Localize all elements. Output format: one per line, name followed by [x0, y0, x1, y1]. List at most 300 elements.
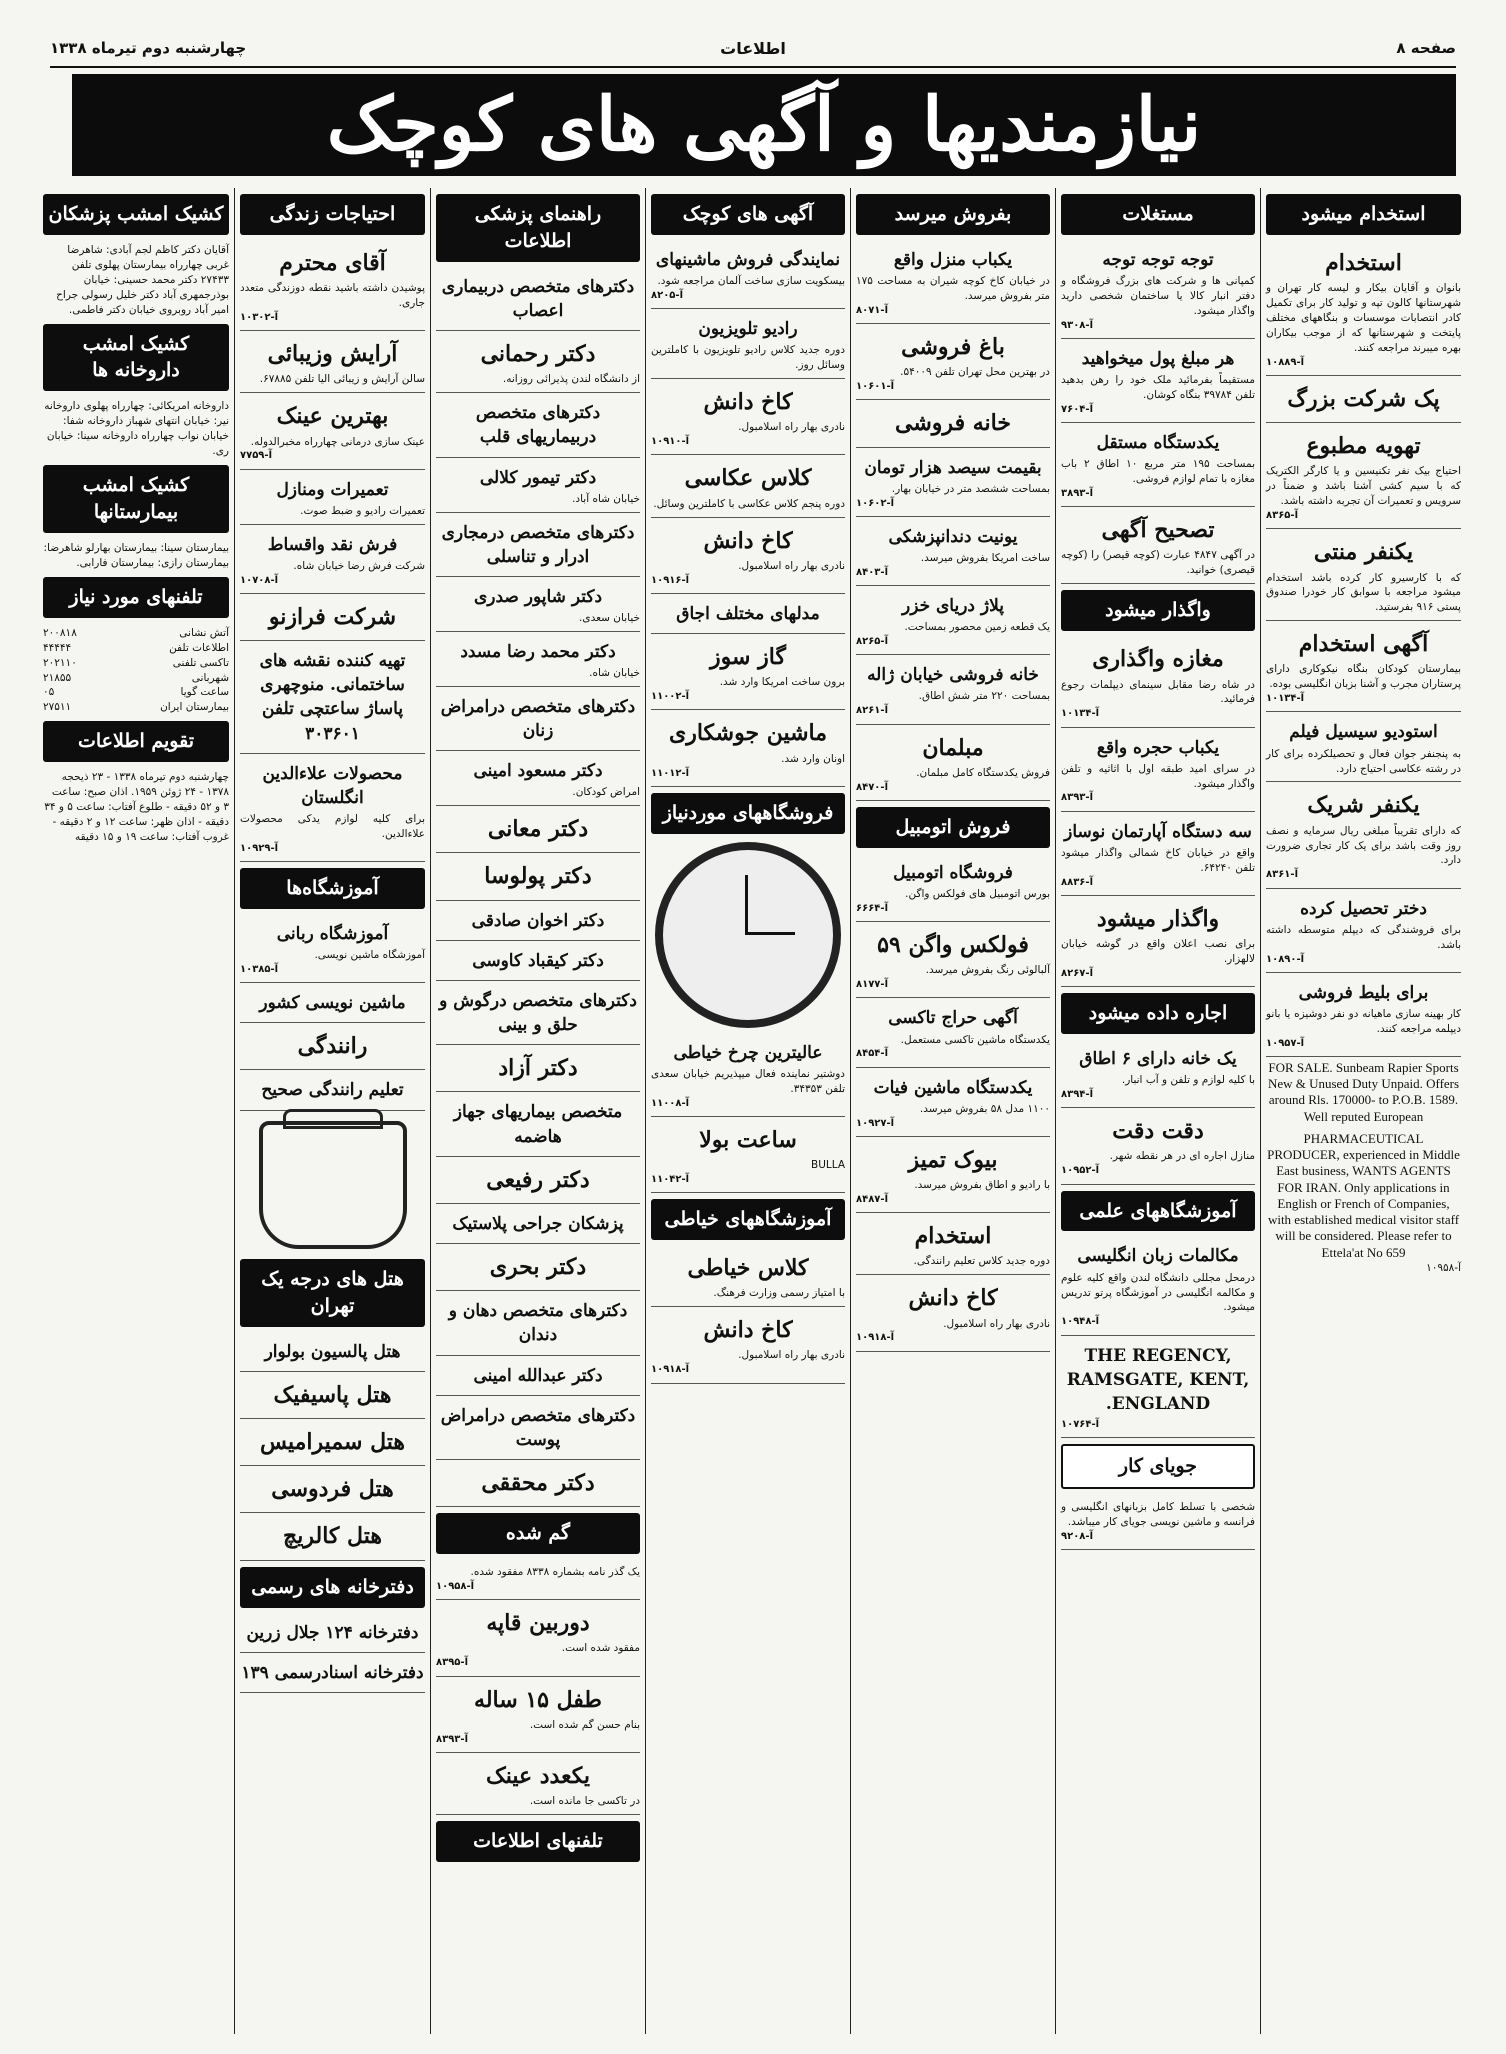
- ad-heading: بهترین عینک: [276, 403, 389, 430]
- classified-ad: [240, 1335, 425, 1372]
- on-call-hospitals-text: بیمارستان سینا: بیمارستان بهارلو شاهرضا: بیمارستان رازی: بیمارستان فارابی.: [43, 542, 229, 569]
- paper-name: اطلاعات: [720, 38, 786, 58]
- classified-ad: [856, 658, 1050, 724]
- classified-ad: [436, 1463, 640, 1507]
- ad-heading: خانه فروشی خیابان ژاله: [867, 665, 1039, 686]
- ad-heading: نمایندگی فروش ماشینهای: [655, 249, 841, 270]
- ad-body: امراض کودکان.: [572, 786, 640, 799]
- classified-ad: [436, 1160, 640, 1204]
- section-header: آموزشگاههای علمی: [1061, 1191, 1255, 1232]
- phone-number: ۲۰۰۸۱۸: [43, 626, 77, 639]
- ad-code: آ-۱۱۰۰۸: [651, 1097, 690, 1109]
- ad-heading: تعمیرات ومنازل: [276, 479, 389, 500]
- ad-code: آ-۱۰۹۱۰: [651, 436, 690, 448]
- ad-heading: پلاژ دریای خزر: [901, 596, 1005, 617]
- classified-ad: [436, 1680, 640, 1753]
- section-header: فروش اتومبیل: [856, 807, 1050, 848]
- ad-code: آ-۸۱۷۷: [856, 979, 888, 991]
- ad-code: آ-۱۰۳۸۵: [240, 963, 279, 975]
- ad-body: نادری بهار راه اسلامبول.: [943, 1317, 1050, 1330]
- ad-heading: دکتر شاپور صدری: [473, 586, 603, 607]
- ad-heading: شرکت فرازنو: [268, 603, 397, 630]
- ad-code: آ-۱۰۷۰۸: [240, 574, 279, 586]
- ad-heading: دکترهای متخصص درگوش و حلق و بینی: [439, 990, 637, 1036]
- classified-ad: [856, 243, 1050, 324]
- classified-ad: [436, 1756, 640, 1815]
- ad-heading: یکباب حجره واقع: [1096, 737, 1220, 758]
- ad-body: با امتیاز رسمی وزارت فرهنگ.: [713, 1287, 845, 1300]
- ad-heading: استودیو سیسیل فیلم: [1289, 722, 1438, 743]
- phone-number: ۲۷۵۱۱: [43, 701, 72, 714]
- ad-code: آ-۱۰۱۳۴: [1061, 708, 1100, 720]
- classified-ad: [436, 396, 640, 457]
- ad-body: بمساحت ۲۲۰ متر شش اطاق.: [918, 690, 1050, 703]
- classified-ad: [240, 917, 425, 983]
- ad-heading: یکنفر شریک: [1307, 792, 1420, 819]
- section-header: فروشگاههای موردنیاز: [651, 793, 845, 834]
- ad-heading: مکالمات زبان انگلیسی: [1077, 1246, 1239, 1267]
- classified-ad: [436, 1399, 640, 1460]
- ad-heading: آگهی حراج تاکسی: [888, 1008, 1018, 1029]
- ad-body: پوشیدن داشته باشید نقطه دوزندگی متعدد جاری.: [240, 282, 425, 310]
- classified-ad: [240, 1026, 425, 1070]
- classified-ad: [651, 521, 845, 594]
- ad-code: آ-۱۰۹۱۸: [856, 1332, 895, 1344]
- page-number: صفحه ۸: [1396, 39, 1456, 57]
- ad-heading: یکدستگاه مستقل: [1096, 433, 1220, 454]
- ad-heading: یکعدد عینک: [486, 1762, 590, 1789]
- ad-body: دوره جدید کلاس تعلیم رانندگی.: [913, 1255, 1050, 1268]
- ad-heading: تعلیم رانندگی صحیح: [261, 1080, 404, 1101]
- ad-body: آموزشگاه ماشین نویسی.: [314, 949, 425, 961]
- column-on-call: [38, 188, 234, 2034]
- ad-heading: برای بلیط فروشی: [1298, 982, 1429, 1003]
- ad-code: آ-۱۰۹۵۸: [436, 1580, 475, 1592]
- classified-ad: [1061, 1497, 1255, 1550]
- ad-heading: توجه توجه توجه: [1102, 249, 1214, 270]
- ad-heading: دفترخانه اسنادرسمی ۱۳۹: [241, 1662, 424, 1683]
- phone-label: ساعت گویا: [180, 686, 229, 699]
- ad-heading: پک شرکت بزرگ: [1287, 385, 1440, 412]
- classified-ad: [651, 382, 845, 455]
- classified-ad: [240, 1616, 425, 1653]
- ad-body: از دانشگاه لندن پذیرائی روزانه.: [502, 373, 640, 386]
- ad-body: شرکت فرش رضا خیابان شاه.: [293, 559, 425, 572]
- ad-code: آ-۸۳۶۱: [1266, 869, 1298, 881]
- section-header: راهنمای پزشکی اطلاعات: [436, 194, 640, 262]
- ad-heading: هتل پالسیون بولوار: [264, 1341, 401, 1362]
- classified-ad: [436, 270, 640, 331]
- ad-heading: کلاس عکاسی: [684, 465, 812, 492]
- classified-ad: [651, 1120, 845, 1193]
- classified-ad: [436, 944, 640, 981]
- phone-row: [43, 685, 229, 700]
- section-header: دفترخانه های رسمی: [240, 1567, 425, 1608]
- ad-heading: سه دستگاه آپارتمان نوساز: [1064, 821, 1252, 842]
- ad-code: آ-۸۴۵۴: [856, 1048, 888, 1060]
- ad-body: منازل اجاره ای در هر نقطه شهر.: [1109, 1150, 1255, 1163]
- classified-ad: [856, 1001, 1050, 1067]
- ad-heading: یکباب منزل واقع: [893, 249, 1013, 270]
- ad-heading: دوربین قاپه: [486, 1610, 590, 1637]
- classified-ad: [1061, 426, 1255, 507]
- page-header: [50, 30, 1456, 68]
- classified-ad: [1061, 1339, 1255, 1439]
- ad-heading: دکترهای متخصص درامراض زنان: [440, 696, 636, 742]
- ad-body: نادری بهار راه اسلامبول.: [738, 559, 845, 572]
- classified-ad: [436, 1247, 640, 1291]
- classified-ad: [651, 713, 845, 786]
- ad-code: آ-۱۱۰۴۲: [651, 1173, 690, 1185]
- ad-heading: دکترهای متخصص دربیماری اعصاب: [441, 276, 635, 322]
- section-header: کشیک امشب داروخانه ها: [43, 324, 229, 392]
- ad-code: آ-۱۰۳۰۲: [240, 312, 279, 324]
- classified-ad: [856, 520, 1050, 586]
- classified-ad: [1266, 426, 1461, 529]
- classified-ad: [436, 1294, 640, 1355]
- ad-code: آ-۱۰۹۱۸: [651, 1364, 690, 1376]
- classified-ad: [651, 1310, 845, 1383]
- ad-body: به پنجنفر جوان فعال و تحصیلکرده برای کار در رشته عکاسی احتیاج دارد.: [1266, 747, 1461, 775]
- ad-code: آ-۱۰۸۸۹: [1266, 356, 1305, 368]
- english-ad-pharma: PHARMACEUTICAL PRODUCER, experienced in Middle East business, WANTS AGENTS FOR IRAN. Only applications in English or French of Companies, with established medical visitor staff will be considered. Please refer to Ettela'at No 659: [1267, 1130, 1460, 1260]
- ad-heading: استخدام: [1325, 249, 1402, 276]
- ad-code: آ-۸۸۳۶: [1061, 876, 1093, 888]
- ad-heading: محصولات علاءالدین انگلستان: [262, 763, 403, 808]
- ad-body: فروش یکدستگاه کامل مبلمان.: [916, 766, 1050, 779]
- on-call-doctors-text: آقایان دکتر کاظم لجم آبادی: شاهرضا غربی چهارراه بیمارستان پهلوی تلفن ۲۷۴۳۳ دکتر محمد حسینی: خیابان بوذرجمهری آباد دکتر خلیل رسولی جراح امیر آباد روبروی خیابان دکتر فاطمی.: [56, 243, 229, 316]
- classified-ad: [651, 458, 845, 517]
- ad-heading: دکتر آزاد: [498, 1055, 578, 1082]
- ad-body: در سرای امید طبقه اول با اثاثیه و تلفن واگذار میشود.: [1061, 762, 1255, 790]
- ad-heading: دکترهای متخصص درامراض پوست: [440, 1405, 636, 1450]
- column-small-ads: [645, 188, 850, 2034]
- ad-code: آ-۱۰۹۱۶: [651, 574, 690, 586]
- classified-ad: [240, 1469, 425, 1513]
- ad-code: آ-۸۲۶۵: [856, 636, 888, 648]
- column-life-needs: [234, 188, 430, 2034]
- ad-code: آ-۸۳۶۵: [1266, 510, 1298, 522]
- ad-heading: مغازه واگذاری: [1092, 646, 1224, 673]
- ad-heading: متخصص بیماریهای جهاز هاضمه: [453, 1102, 623, 1147]
- ad-body: بنام حسن گم شده است.: [529, 1718, 640, 1731]
- column-for-sale: [850, 188, 1055, 2034]
- ad-heading: تصحیح آگهی: [1101, 517, 1215, 544]
- classified-ad: [856, 403, 1050, 447]
- classified-ad: [436, 334, 640, 393]
- ad-body: بورس اتومبیل های فولکس واگن.: [905, 887, 1050, 900]
- ad-heading: دکتر تیمور کلالی: [479, 467, 597, 488]
- ad-heading: هتل پاسیفیک: [273, 1381, 392, 1408]
- ad-code: آ-۶۶۶۴: [856, 902, 888, 914]
- ad-heading: دکتر کیقباد کاوسی: [472, 950, 604, 971]
- ad-heading: یکنفر منتی: [1313, 539, 1414, 566]
- ad-heading: کاخ دانش: [703, 527, 793, 554]
- ad-body: بمساحت ۱۹۵ متر مربع ۱۰ اطاق ۲ باب مغازه با تمام لوازم فروشی.: [1061, 458, 1255, 486]
- ad-code: آ-۱۰۹۴۸: [1061, 1316, 1100, 1328]
- classified-ad: [436, 856, 640, 900]
- ad-body: کمپانی ها و شرکت های بزرگ فروشگاه و دفتر انبار کالا یا ساختمان شخصی دارید واگذار میشود.: [1061, 275, 1255, 317]
- classified-ad: [1266, 624, 1461, 712]
- classified-ad: [436, 904, 640, 941]
- ad-body: مستقیماً بفرمائید ملک خود را رهن بدهید تلفن ۳۹۷۸۴ بنگاه کوشان.: [1061, 374, 1255, 402]
- ad-heading: آقای محترم: [279, 249, 386, 276]
- ad-body: عینک سازی درمانی چهارراه مخبرالدوله.: [250, 435, 425, 448]
- ad-body: خیابان شاه.: [589, 667, 640, 680]
- ad-heading: طفل ۱۵ ساله: [474, 1686, 602, 1713]
- ad-heading: تهویه مطبوع: [1306, 433, 1421, 460]
- phone-number: ۴۴۴۴۴: [43, 641, 72, 654]
- classified-ad: [856, 589, 1050, 655]
- phone-label: شهربانی: [191, 671, 229, 684]
- ad-body: با کلیه لوازم و تلفن و آب انبار.: [1121, 1074, 1255, 1087]
- phone-row: [43, 656, 229, 671]
- ad-heading: رانندگی: [297, 1033, 368, 1060]
- classified-ad: [1061, 731, 1255, 812]
- ad-code: آ-۸۳۹۳: [436, 1733, 468, 1745]
- ad-code: آ-۷۶۰۴: [1061, 403, 1093, 415]
- classified-ad: [436, 1359, 640, 1396]
- classified-ad: [240, 528, 425, 594]
- ad-heading: دکتر عبدالله امینی: [473, 1365, 603, 1386]
- ad-heading: دقت دقت: [1112, 1118, 1204, 1145]
- classified-ad: [651, 597, 845, 634]
- classified-ad: [651, 637, 845, 710]
- ad-heading: ماشین جوشکاری: [668, 720, 828, 747]
- classified-ad: [240, 243, 425, 331]
- ad-body: خیابان شاه آباد.: [572, 492, 640, 505]
- english-ad-sale: FOR SALE. Sunbeam Rapier Sports New & Unused Duty Unpaid. Offers around Rls. 170000- to P.O.B. 1589. Well reputed European: [1267, 1059, 1460, 1124]
- ad-body: دوره پنجم کلاس عکاسی با کاملترین وسائل.: [653, 497, 845, 510]
- ad-heading: رادیو تلویزیون: [698, 319, 798, 340]
- ad-code: آ-۱۰۹۲۹: [240, 842, 279, 854]
- classified-ad: [436, 1207, 640, 1244]
- classified-ad: [240, 1375, 425, 1419]
- ad-heading: بیوک تمیز: [908, 1146, 998, 1173]
- section-header: تلفنهای اطلاعات: [436, 1821, 640, 1862]
- ad-code: آ-۱۰۹۵۷: [1266, 1037, 1305, 1049]
- ad-heading: دفترخانه ۱۲۴ جلال زرین: [246, 1622, 419, 1643]
- column-employment: [1260, 188, 1466, 2034]
- classified-ad: [1061, 899, 1255, 987]
- ad-heading: مبلمان: [922, 734, 984, 761]
- ad-body: واقع در خیابان کاخ شمالی واگذار میشود تلفن ۶۴۲۴۰.: [1061, 846, 1255, 874]
- ad-code: آ-۳۸۹۳: [1061, 488, 1093, 500]
- classified-ad: [240, 986, 425, 1023]
- ad-body: آلبالوئی رنگ بفروش میرسد.: [925, 964, 1050, 977]
- ad-code: آ-۸۳۹۵: [436, 1657, 468, 1669]
- section-header: جویای کار: [1061, 1444, 1255, 1489]
- ad-body: که دارای تقریباً مبلغی ریال سرمایه و نصف روز وقت باشد برای یک کار تجاری ضرورت دارد.: [1266, 824, 1461, 867]
- classified-ad: [856, 327, 1050, 400]
- ad-body: برای کلیه لوازم یدکی محصولات علاءالدین.: [240, 812, 425, 840]
- ad-heading: بقیمت سیصد هزار تومان: [864, 457, 1042, 478]
- section-header: گم شده: [436, 1513, 640, 1554]
- classified-ad: [856, 451, 1050, 517]
- phone-label: اطلاعات تلفن: [169, 641, 229, 654]
- ad-code: آ-۸۴۷۰: [856, 781, 888, 793]
- phone-number: ۲۱۸۵۵: [43, 671, 72, 684]
- classified-ad: [1061, 639, 1255, 727]
- ad-code: آ-۹۳۰۸: [1061, 319, 1093, 331]
- ad-body: برای فروشندگی که دیپلم متوسطه داشته باشد.: [1266, 923, 1461, 951]
- classified-ad: [1061, 1239, 1255, 1335]
- classified-ad: [240, 473, 425, 525]
- ad-code: آ-۸۳۹۴: [1061, 1088, 1093, 1100]
- ad-body: در شاه رضا مقابل سینمای دیپلمات رجوع فرمائید.: [1061, 678, 1255, 706]
- phone-row: [43, 626, 229, 641]
- phone-label: بیمارستان ایران: [160, 701, 229, 714]
- ad-heading: فروشگاه اتومبیل: [893, 862, 1013, 883]
- classified-ad: [1061, 1042, 1255, 1108]
- watch-illustration: [655, 842, 841, 1028]
- ad-heading: هتل کالریچ: [283, 1523, 382, 1550]
- ad-body: یکدستگاه ماشین تاکسی مستعمل.: [900, 1033, 1050, 1046]
- ad-heading: یک خانه دارای ۶ اطاق: [1079, 1048, 1237, 1069]
- ad-body: در خیابان کاخ کوچه شیران به مساحت ۱۷۵ متر بفروش میرسد.: [856, 275, 1050, 302]
- ad-code: آ-۱۰۹۲۷: [856, 1117, 895, 1129]
- section-header: بفروش میرسد: [856, 194, 1050, 235]
- ad-code: آ-۱۰۷۶۴: [1061, 1418, 1100, 1430]
- section-header: کشیک امشب پزشکان: [43, 194, 229, 235]
- phone-row: [43, 700, 229, 715]
- ad-code: آ-۱۰۸۹۰: [1266, 953, 1305, 965]
- ad-heading: دکتر پولوسا: [484, 863, 592, 890]
- section-header: هتل های درجه یک تهران: [240, 1259, 425, 1327]
- ad-heading: واگذار میشود: [1096, 905, 1220, 932]
- ad-heading: دکتر رفیعی: [486, 1166, 590, 1193]
- ad-heading: تهیه کننده نقشه های ساختمانی. منوچهری پاساژ ساعتچی تلفن ۳۰۳۶۰۱: [259, 651, 406, 744]
- classified-ad: [436, 516, 640, 577]
- ad-body: احتیاج بیک نفر تکنیسین و یا کارگر الکتریک که با سیم کشی آشنا باشد و ضمناً در سرویس و تعمیرات آن تجربه داشته باشد.: [1266, 465, 1461, 508]
- section-header: تقویم اطلاعات: [43, 721, 229, 762]
- ad-heading: دکتر معانی: [487, 816, 589, 843]
- ad-heading: فولکس واگن ۵۹: [877, 932, 1029, 959]
- ad-body: مفقود شده است.: [561, 1642, 640, 1655]
- ad-body: یک قطعه زمین محصور بمساحت.: [904, 621, 1050, 634]
- section-header: آموزشگاههای خیاطی: [651, 1199, 845, 1240]
- ad-body: برای نصب اعلان واقع در گوشه خیابان لالهزار.: [1061, 937, 1255, 965]
- ad-heading: عالیترین چرخ خیاطی: [673, 1042, 823, 1063]
- ad-body: دوره جدید کلاس رادیو تلویزیون با کاملترین وسائل روز.: [651, 344, 845, 372]
- classified-ad: [240, 1073, 425, 1110]
- classified-ad: [651, 243, 845, 309]
- ad-code: آ-۱۰۶۰۲: [856, 497, 895, 509]
- classified-ad: [1266, 785, 1461, 888]
- ad-body: کار بهینه سازی ماهیانه دو نفر دوشیزه یا بانو دیپلمه مراجعه کنند.: [1266, 1007, 1461, 1035]
- classified-ad: [436, 461, 640, 513]
- classified-ad: [856, 1140, 1050, 1213]
- ad-heading: آموزشگاه ربانی: [276, 923, 389, 944]
- ad-body: BULLA: [810, 1159, 845, 1172]
- classified-ad: [436, 1603, 640, 1676]
- ad-code: آ-۸۲۰۵: [651, 290, 683, 301]
- classified-ad: [240, 597, 425, 641]
- section-header: واگذار میشود: [1061, 590, 1255, 631]
- section-header: احتیاجات زندگی: [240, 194, 425, 235]
- ad-heading: خانه فروشی: [895, 410, 1011, 437]
- ad-heading: دکترهای متخصص درمجاری ادرار و تناسلی: [441, 522, 635, 567]
- classified-ad: [1266, 243, 1461, 376]
- ad-code: آ-۱۱۰۰۲: [651, 691, 690, 703]
- section-header: کشیک امشب بیمارستانها: [43, 465, 229, 533]
- on-call-pharmacies-text: داروخانه امریکائی: چهارراه پهلوی داروخانه نیر: خیابان انتهای شهباز داروخانه شفا: خیابان نواب چهارراه داروخانه سینا: خیابان ری.: [44, 400, 229, 458]
- ad-body: دوشتیر نماینده فعال میپذیریم خیابان سعدی تلفن ۳۴۳۵۳.: [651, 1067, 845, 1095]
- ad-body: در تاکسی جا مانده است.: [529, 1795, 640, 1808]
- ad-code: آ-۸۲۶۱: [856, 705, 888, 717]
- ad-code: آ-۸۳۹۳: [1061, 792, 1093, 804]
- masthead-banner: نیازمندیها و آگهی های کوچک: [72, 74, 1456, 176]
- ad-code: آ-۱۱۰۱۲: [651, 767, 690, 779]
- ad-heading: کاخ دانش: [703, 1317, 793, 1344]
- ad-body: با رادیو و اطاق بفروش میرسد.: [914, 1179, 1050, 1192]
- ad-heading: هر مبلغ پول میخواهید: [1081, 349, 1235, 369]
- classified-ad: [856, 728, 1050, 801]
- classified-ad: [436, 1048, 640, 1092]
- ad-body: برون ساخت امریکا وارد شد.: [719, 676, 845, 689]
- ad-body: اونان وارد شد.: [781, 752, 845, 765]
- classified-ad: [856, 1216, 1050, 1275]
- ad-body: در آگهی ۴۸۴۷ عبارت (کوچه قیصر) را (کوچه قیصری) خوانید.: [1061, 549, 1255, 577]
- classified-ad: [240, 644, 425, 754]
- ad-code: آ-۸۲۶۷: [1061, 967, 1093, 979]
- classified-ad: [856, 925, 1050, 998]
- classified-ad: [436, 1095, 640, 1156]
- ad-body: نادری بهار راه اسلامبول.: [738, 421, 845, 434]
- ad-heading: ماشین نویسی کشور: [259, 993, 406, 1014]
- ad-code: آ-۷۷۵۹: [240, 450, 272, 462]
- ad-heading: باغ فروشی: [901, 334, 1005, 361]
- ad-body: بیمارستان کودکان بنگاه نیکوکاری دارای پرستاران مجرب و آشنا بزبان انگلیسی بوده.: [1266, 663, 1461, 691]
- ad-heading: هتل فردوسی: [271, 1476, 394, 1503]
- classified-ad: [240, 334, 425, 393]
- ad-body: یک گذر نامه بشماره ۸۳۳۸ مفقود شده.: [470, 1566, 640, 1579]
- ad-heading: آرایش وزیبائی: [267, 341, 398, 368]
- section-header: تلفنهای مورد نیاز: [43, 577, 229, 618]
- classified-ad: [1061, 243, 1255, 339]
- phone-number: ۲۰۲۱۱۰: [43, 656, 77, 669]
- classified-ad: [240, 1656, 425, 1693]
- ad-code: آ-۱۰۹۵۲: [1061, 1165, 1100, 1177]
- classified-ad: [1266, 892, 1461, 973]
- ad-heading: ساعت بولا: [699, 1126, 797, 1153]
- column-medical-guide: [430, 188, 645, 2034]
- classified-ad: [1061, 815, 1255, 896]
- ad-body: سالن آرایش و زیبائی الیا تلفن ۶۷۸۸۵.: [259, 373, 425, 386]
- classified-ad: [1061, 342, 1255, 423]
- classified-ad: [240, 1422, 425, 1466]
- ad-body: که با کارسیرو کار کرده باشد استخدام میشود مراجعه با سوابق کار خودرا صندوق پستی ۹۱۶ بفرستید.: [1266, 571, 1461, 614]
- ad-code: آ-۱۰۶۰۱: [856, 381, 895, 393]
- ad-heading: دکتر اخوان صادقی: [471, 910, 605, 931]
- ad-heading: گاز سوز: [710, 644, 786, 671]
- ad-heading: پزشکان جراحی پلاستیک: [452, 1213, 624, 1234]
- phone-row: [43, 671, 229, 686]
- classified-ad: [1061, 1111, 1255, 1184]
- ad-body: تعمیرات رادیو و ضبط صوت.: [300, 504, 425, 517]
- ad-heading: THE REGENCY, RAMSGATE, KENT, ENGLAND.: [1066, 1345, 1250, 1414]
- ad-body: در بهترین محل تهران تلفن ۵۴۰۰۹.: [900, 366, 1050, 379]
- classified-ad: [856, 856, 1050, 922]
- classified-ad: [436, 809, 640, 853]
- ad-heading: یکدستگاه ماشین فیات: [873, 1077, 1033, 1098]
- classified-ad: [240, 1516, 425, 1560]
- ad-heading: فرش نقد واقساط: [267, 534, 398, 555]
- ads-columns: [38, 188, 1466, 2034]
- classified-ad: [436, 1562, 640, 1600]
- ad-body: بیسکویت سازی ساخت آلمان مراجعه شود.: [657, 275, 845, 288]
- ad-code: آ-۱۰۱۳۴: [1266, 693, 1305, 705]
